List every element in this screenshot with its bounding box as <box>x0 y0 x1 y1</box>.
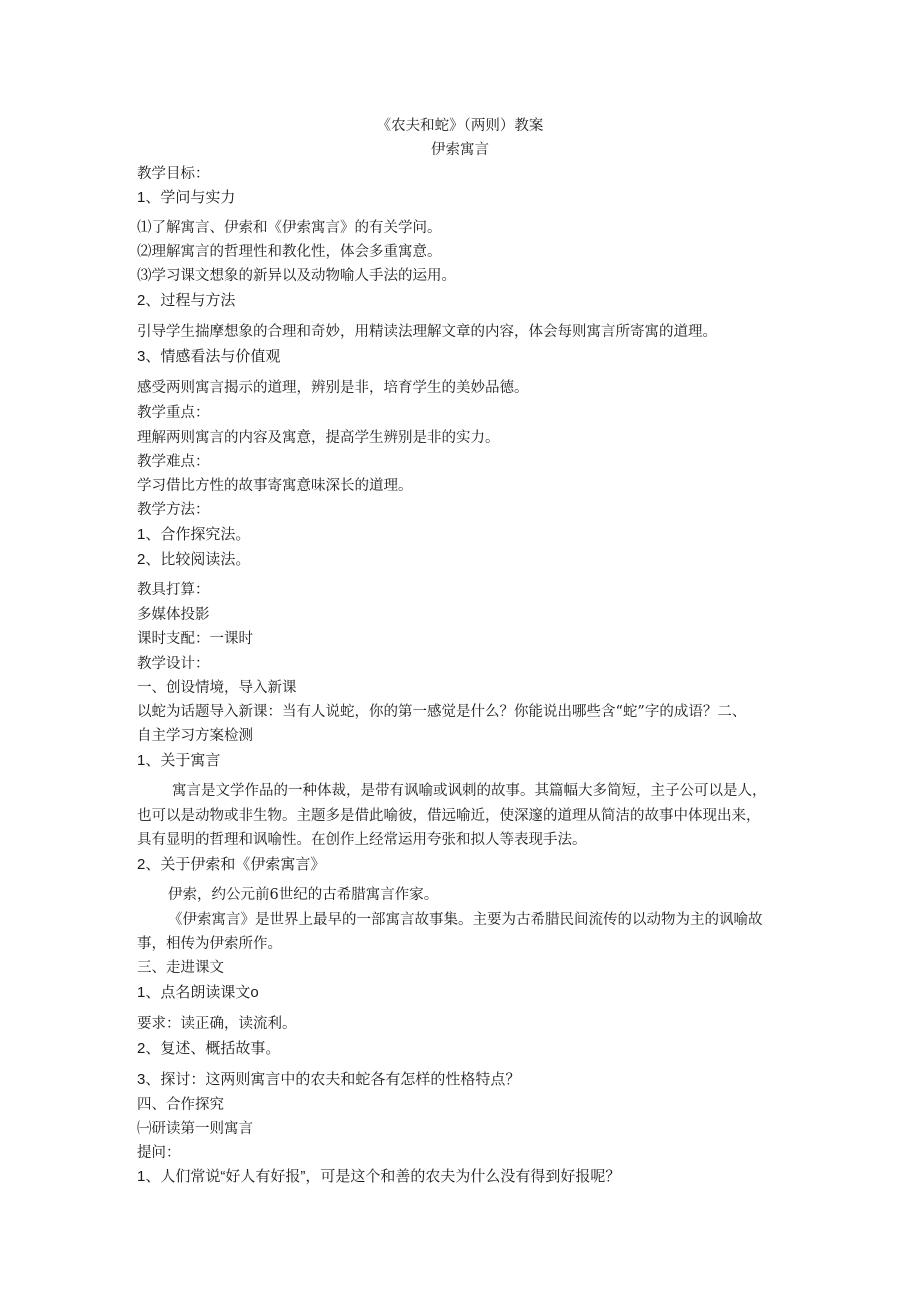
text-line: 引导学生揣摩想象的合理和奇妙，用精读法理解文章的内容，体会每则寓言所寄寓的道理。 <box>137 324 717 340</box>
text-line: 3、探讨：这两则寓言中的农夫和蛇各有怎样的性格特点？ <box>137 1071 521 1088</box>
text-line: 2、关于伊索和《伊索寓言》 <box>137 856 326 873</box>
text-line: 1、合作探究法。 <box>137 526 251 543</box>
text-line: 感受两则寓言揭示的道理，辨别是非，培育学生的美妙品德。 <box>137 380 529 396</box>
text-line: 教具打算： <box>137 582 210 598</box>
document-subtitle: 伊索寓言 <box>431 142 489 158</box>
text-line: 2、复述、概括故事。 <box>137 1040 281 1057</box>
text-line: 学习借比方性的故事寄寓意味深长的道理。 <box>137 478 413 494</box>
text-line: 以蛇为话题导入新课：当有人说蛇，你的第一感觉是什么？你能说出哪些含“蛇”字的成语？二、 <box>137 704 747 720</box>
text-line: 教学方法： <box>137 502 210 518</box>
text-line: ㈠研读第一则寓言 <box>137 1121 253 1137</box>
text-line: ⑴了解寓言、伊索和《伊索寓言》的有关学问。 <box>137 220 442 236</box>
text-line: 1、关于寓言 <box>137 752 221 769</box>
text-line: 教学重点： <box>137 405 210 421</box>
text-line: 寓言是文学作品的一种体裁，是带有讽喻或讽刺的故事。其篇幅大多简短，主子公可以是人， <box>172 783 767 799</box>
text-line: 一、创设情境，导入新课 <box>137 680 297 696</box>
text-line: ⑵理解寓言的哲理性和教化性，体会多重寓意。 <box>137 244 442 260</box>
text-line: 也可以是动物或非生物。主题多是借此喻彼，借远喻近，使深邃的道理从简洁的故事中体现出来， <box>137 808 761 824</box>
text-line: 1、点名朗读课文o <box>137 984 259 1001</box>
text-line: 教学设计： <box>137 656 210 672</box>
text-line: 具有显明的哲理和讽喻性。在创作上经常运用夸张和拟人等表现手法。 <box>137 832 587 848</box>
text-line: 课时支配：一课时 <box>137 631 253 647</box>
text-line: 三、走进课文 <box>137 960 224 976</box>
text-line: 理解两则寓言的内容及寓意，提高学生辨别是非的实力。 <box>137 430 500 446</box>
text-line: 伊索，约公元前6世纪的古希腊寓言作家。 <box>168 887 439 903</box>
text-line: 教学目标： <box>137 166 210 182</box>
text-line: 提问： <box>137 1145 181 1161</box>
text-line: 自主学习方案检测 <box>137 728 253 744</box>
text-line: 《伊索寓言》是世界上最早的一部寓言故事集。主要为古希腊民间流传的以动物为主的讽喻故 <box>168 912 763 928</box>
text-line: 多媒体投影 <box>137 607 210 623</box>
text-line: 事，相传为伊索所作。 <box>137 936 282 952</box>
text-line: 1、学问与实力 <box>137 189 236 206</box>
text-line: 3、情感看法与价值观 <box>137 348 281 365</box>
text-line: 教学难点： <box>137 454 210 470</box>
text-line: 2、过程与方法 <box>137 292 236 309</box>
text-line: ⑶学习课文想象的新异以及动物喻人手法的运用。 <box>137 268 456 284</box>
document-title: 《农夫和蛇》（两则）教案 <box>376 118 544 134</box>
text-line: 四、合作探究 <box>137 1097 224 1113</box>
text-line: 1、人们常说“好人有好报”，可是这个和善的农夫为什么没有得到好报呢？ <box>137 1168 621 1185</box>
text-line: 2、比较阅读法。 <box>137 551 251 568</box>
text-line: 要求：读正确，读流利。 <box>137 1016 297 1032</box>
